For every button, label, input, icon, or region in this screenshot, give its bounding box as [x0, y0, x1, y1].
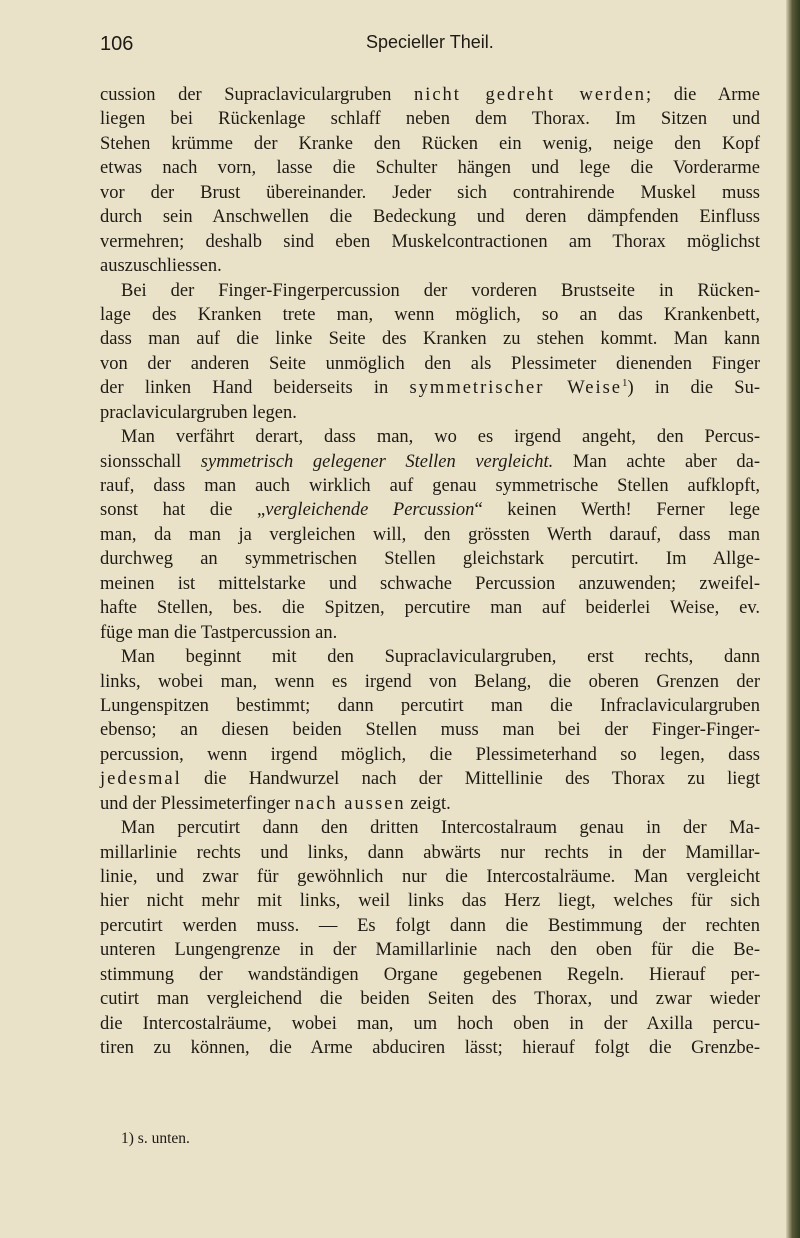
text-line — [100, 743, 760, 767]
text-segment: Bei der Finger-Fingerpercussion der vorderen Brustseite in Rücken- — [121, 280, 760, 301]
text-line — [100, 474, 760, 498]
text-line — [100, 987, 760, 1011]
text-line — [100, 694, 760, 718]
text-segment: von der anderen Seite unmöglich den als Plessimeter dienenden Finger — [100, 353, 760, 374]
text-line — [100, 670, 760, 694]
text-segment: der linken Hand beiderseits in — [100, 378, 410, 399]
text-segment: ebenso; an diesen beiden Stellen muss man bei der Finger-Finger- — [100, 720, 760, 741]
text-line — [100, 816, 760, 840]
text-segment: “ keinen Werth! Ferner lege — [474, 500, 761, 521]
page-header — [100, 28, 760, 58]
text-segment: percussion, wenn irgend möglich, die Plessimeterhand so legen, dass — [100, 744, 760, 765]
text-segment: die Intercostalräume, wobei man, um hoch oben in der Axilla percu- — [100, 1013, 760, 1034]
text-line — [100, 963, 760, 987]
text-line — [100, 498, 760, 522]
running-head: Specieller Theil. — [366, 32, 494, 52]
text-line — [100, 645, 760, 669]
text-line — [100, 572, 760, 596]
text-line — [100, 230, 760, 254]
text-line — [100, 1012, 760, 1036]
text-segment: symmetrischer Weise — [409, 378, 623, 399]
text-line — [100, 914, 760, 938]
text-line — [100, 718, 760, 742]
text-segment: Man achte aber da- — [553, 451, 760, 472]
text-line — [100, 254, 760, 278]
text-line — [100, 181, 760, 205]
footnote-marker: 1) — [121, 1130, 134, 1147]
text-segment: dass man auf die linke Seite des Kranken zu stehen kommt. Man kann — [100, 329, 760, 350]
text-segment: ; die Arme — [646, 85, 760, 105]
text-line — [100, 889, 760, 913]
text-segment: liegen bei Rückenlage schlaff neben dem Thorax. Im Sitzen und — [100, 109, 760, 130]
text-segment: vor der Brust übereinander. Jeder sich contrahirende Muskel muss — [100, 182, 760, 203]
text-segment: sonst hat die „ — [100, 500, 266, 521]
text-line — [100, 938, 760, 962]
text-segment: rauf, dass man auch wirklich auf genau symmetrische Stellen aufklopft, — [100, 476, 760, 496]
text-line — [100, 792, 760, 816]
text-line — [100, 132, 760, 156]
text-segment: Lungenspitzen bestimmt; dann percutirt man die Infraclaviculargruben — [100, 695, 760, 716]
page-edge-shadow — [786, 0, 800, 1238]
text-segment: auszuschliessen. — [100, 256, 222, 277]
text-segment: die Handwurzel nach der Mittellinie des Thorax zu liegt — [181, 769, 760, 790]
text-segment: praclaviculargruben legen. — [100, 402, 297, 423]
text-segment: Man beginnt mit den Supraclaviculargruben, erst rechts, dann — [121, 647, 760, 668]
text-segment: zeigt. — [405, 793, 451, 814]
text-line — [100, 401, 760, 425]
text-line — [100, 547, 760, 571]
text-line — [100, 596, 760, 620]
text-line — [100, 841, 760, 865]
text-segment: lage des Kranken trete man, wenn möglich, so an das Krankenbett, — [100, 304, 760, 325]
text-line — [100, 205, 760, 229]
text-line — [100, 450, 760, 474]
footnote-text: s. unten. — [133, 1130, 190, 1147]
text-segment: jedesmal — [100, 769, 182, 790]
text-segment: füge man die Tastpercussion an. — [100, 622, 338, 643]
text-segment: ) in die Su- — [627, 378, 760, 399]
text-line — [100, 279, 760, 303]
text-line — [100, 83, 760, 107]
text-segment: nicht gedreht werden — [413, 85, 646, 105]
text-segment: millarlinie rechts und links, dann abwärts nur rechts in der Mamillar- — [100, 842, 760, 863]
text-segment: unteren Lungengrenze in der Mamillarlinie nach den oben für die Be- — [100, 940, 760, 961]
text-segment: vermehren; deshalb sind eben Muskelcontractionen am Thorax möglichst — [100, 231, 760, 252]
text-segment: durch sein Anschwellen die Bedeckung und deren dämpfenden Einfluss — [100, 207, 760, 228]
text-segment: links, wobei man, wenn es irgend von Belang, die oberen Grenzen der — [100, 671, 760, 692]
text-line — [100, 425, 760, 449]
text-segment: sionsschall — [100, 451, 201, 472]
text-line — [100, 352, 760, 376]
text-line — [100, 156, 760, 180]
text-segment: Stehen krümme der Kranke den Rücken ein wenig, neige den Kopf — [100, 133, 760, 154]
page-number: 106 — [100, 33, 134, 55]
text-segment: linie, und zwar für gewöhnlich nur die Intercostalräume. Man vergleicht — [100, 867, 760, 887]
text-segment: nach aussen — [294, 793, 406, 814]
text-segment: und der Plessimeterfinger — [100, 793, 295, 814]
text-segment: symmetrisch gelegener Stellen vergleicht. — [200, 451, 554, 472]
text-segment: etwas nach vorn, lasse die Schulter hängen und lege die Vorderarme — [100, 158, 760, 179]
text-segment: tiren zu können, die Arme abduciren lässt; hierauf folgt die Grenzbe- — [100, 1038, 760, 1059]
text-segment: man, da man ja vergleichen will, den grössten Werth darauf, dass man — [100, 524, 760, 545]
text-line — [100, 1036, 760, 1060]
text-line — [100, 767, 760, 791]
text-segment: hafte Stellen, bes. die Spitzen, percutire man auf beiderlei Weise, ev. — [100, 598, 760, 619]
text-segment: meinen ist mittelstarke und schwache Percussion anzuwenden; zweifel- — [100, 573, 760, 594]
text-segment: hier nicht mehr mit links, weil links das Herz liegt, welches für sich — [100, 891, 760, 912]
text-line — [100, 303, 760, 327]
text-segment: cussion der Supraclaviculargruben — [100, 85, 414, 105]
text-line — [100, 523, 760, 547]
text-line — [100, 107, 760, 131]
text-line — [100, 327, 760, 351]
body-text — [100, 83, 760, 1061]
text-line — [100, 376, 760, 400]
text-segment: vergleichende Percussion — [265, 500, 475, 521]
text-line — [100, 865, 760, 889]
text-segment: Man verfährt derart, dass man, wo es irgend angeht, den Percus- — [121, 427, 760, 448]
text-segment: Man percutirt dann den dritten Intercostalraum genau in der Ma- — [121, 818, 760, 839]
text-line — [100, 621, 760, 645]
text-segment: cutirt man vergleichend die beiden Seiten des Thorax, und zwar wieder — [100, 989, 760, 1010]
text-segment: stimmung der wandständigen Organe gegebenen Regeln. Hierauf per- — [100, 964, 760, 985]
footnote — [121, 1130, 190, 1148]
footnote-reference: 1 — [622, 377, 628, 390]
text-segment: durchweg an symmetrischen Stellen gleichstark percutirt. Im Allge- — [100, 549, 760, 570]
text-segment: percutirt werden muss. — Es folgt dann die Bestimmung der rechten — [100, 915, 760, 936]
